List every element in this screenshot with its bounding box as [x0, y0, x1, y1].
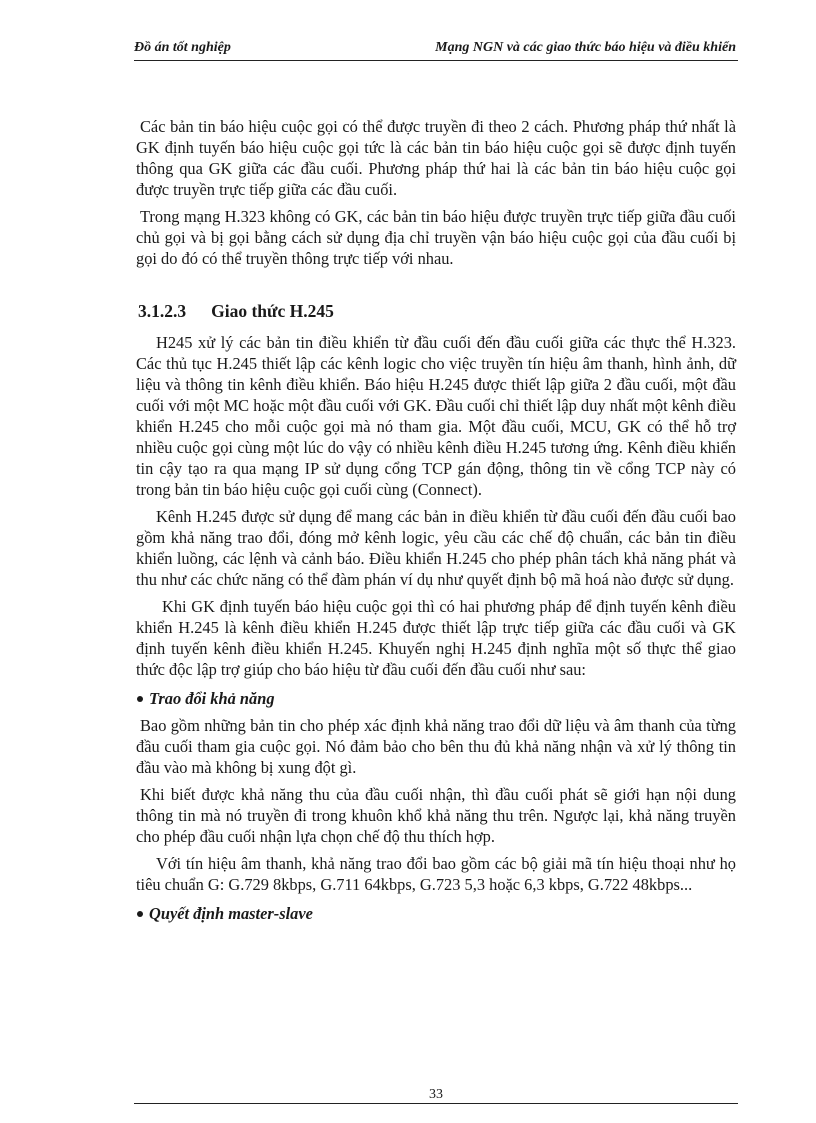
- bullet-dot-icon: [137, 696, 143, 702]
- paragraph-h323-without-gk: Trong mạng H.323 không có GK, các bản tin báo hiệu được truyền trực tiếp giữa đầu cuối chủ gọi và bị gọi bằng cách sử dụng địa chỉ truyền vận báo hiệu cuộc gọi của đầu cuối bị gọi do đó có thể truyền thông trực tiếp với nhau.: [136, 207, 736, 268]
- page-footer: [134, 1087, 738, 1104]
- bullet-master-slave: [136, 903, 736, 924]
- header-left-title: Đồ án tốt nghiệp: [134, 40, 231, 55]
- paragraph-gk-routing: Khi GK định tuyến báo hiệu cuộc gọi thì có hai phương pháp để định tuyến kênh điều khiển H.245 là kênh điều khiển H.245 được thiết lập trực tiếp giữa các đầu cuối và GK định tuyến kênh điều khiển H.245. Khuyến nghị H.245 định nghĩa một số thực thể giao thức độc lập trợ giúp cho báo hiệu từ đầu cuối đến đầu cuối như sau:: [136, 597, 736, 679]
- bullet-capability-exchange: [136, 688, 736, 709]
- paragraph-call-signaling-methods: Các bản tin báo hiệu cuộc gọi có thể được truyền đi theo 2 cách. Phương pháp thứ nhất là GK định tuyến báo hiệu cuộc gọi tức là các bản tin báo hiệu cuộc gọi sẽ được định tuyến thông qua GK giữa các đầu cuối. Phương pháp thứ hai là các bản tin báo hiệu cuộc gọi được truyền trực tiếp giữa các đầu cuối.: [136, 117, 736, 199]
- paragraph-capability-messages: Bao gồm những bản tin cho phép xác định khả năng trao đổi dữ liệu và âm thanh của từng đầu cuối tham gia cuộc gọi. Nó đảm bảo cho bên thu đủ khả năng nhận và xử lý thông tin đầu vào mà không bị xung đột gì.: [136, 716, 736, 777]
- page-content: [136, 116, 736, 930]
- bullet-dot-icon: [137, 911, 143, 917]
- page-header: [134, 38, 738, 61]
- header-right-title: Mạng NGN và các giao thức báo hiệu và điều khiển: [435, 40, 736, 55]
- bullet-label: Quyết định master-slave: [149, 904, 313, 923]
- bullet-label: Trao đổi khả năng: [149, 689, 275, 708]
- section-title: Giao thức H.245: [211, 301, 334, 321]
- section-heading: [138, 301, 736, 322]
- section-number: 3.1.2.3: [138, 301, 187, 321]
- paragraph-h245-intro: H245 xử lý các bản tin điều khiển từ đầu cuối đến đầu cuối giữa các thực thể H.323. Các thủ tục H.245 thiết lập các kênh logic cho việc truyền tín hiệu âm thanh, hình ảnh, dữ liệu và thông tin kênh điều khiển. Báo hiệu H.245 được thiết lập giữa 2 đầu cuối, một đầu cuối với một MC hoặc một đầu cuối với GK. Đầu cuối chỉ thiết lập duy nhất một kênh điều khiển H.245 cho mỗi cuộc gọi mà nó tham gia. Một đầu cuối, MCU, GK có thể hỗ trợ nhiều cuộc gọi cùng một lúc do vậy có nhiều kênh điều H.245 tương ứng. Kênh điều khiển tin cậy tạo ra qua mạng IP sử dụng cổng TCP gán động, thông tin về cổng TCP này có trong bản tin báo hiệu cuộc gọi cuối cùng (Connect).: [136, 333, 736, 499]
- page-number: 33: [429, 1087, 443, 1102]
- paragraph-audio-codecs: Với tín hiệu âm thanh, khả năng trao đổi bao gồm các bộ giải mã tín hiệu thoại như họ tiêu chuẩn G: G.729 8kbps, G.711 64kbps, G.723 5,3 hoặc 6,3 kbps, G.722 48kbps...: [136, 854, 736, 894]
- paragraph-h245-channel: Kênh H.245 được sử dụng để mang các bản in điều khiển từ đầu cuối đến đầu cuối bao gồm khả năng trao đổi, đóng mở kênh logic, yêu cầu các chế độ chuẩn, các bản tin điều khiển luồng, các lệnh và cảnh báo. Điều khiển H.245 cho phép phân tách khả năng phát và thu như các chức năng có thể đàm phán ví dụ như quyết định bộ mã hoá nào được sử dụng.: [136, 507, 736, 589]
- paragraph-receive-capability: Khi biết được khả năng thu của đầu cuối nhận, thì đầu cuối phát sẽ giới hạn nội dung thông tin mà nó truyền đi trong khuôn khổ khả năng thu trên. Ngược lại, khả năng truyền cho phép đầu cuối nhận lựa chọn chế độ thu thích hợp.: [136, 785, 736, 846]
